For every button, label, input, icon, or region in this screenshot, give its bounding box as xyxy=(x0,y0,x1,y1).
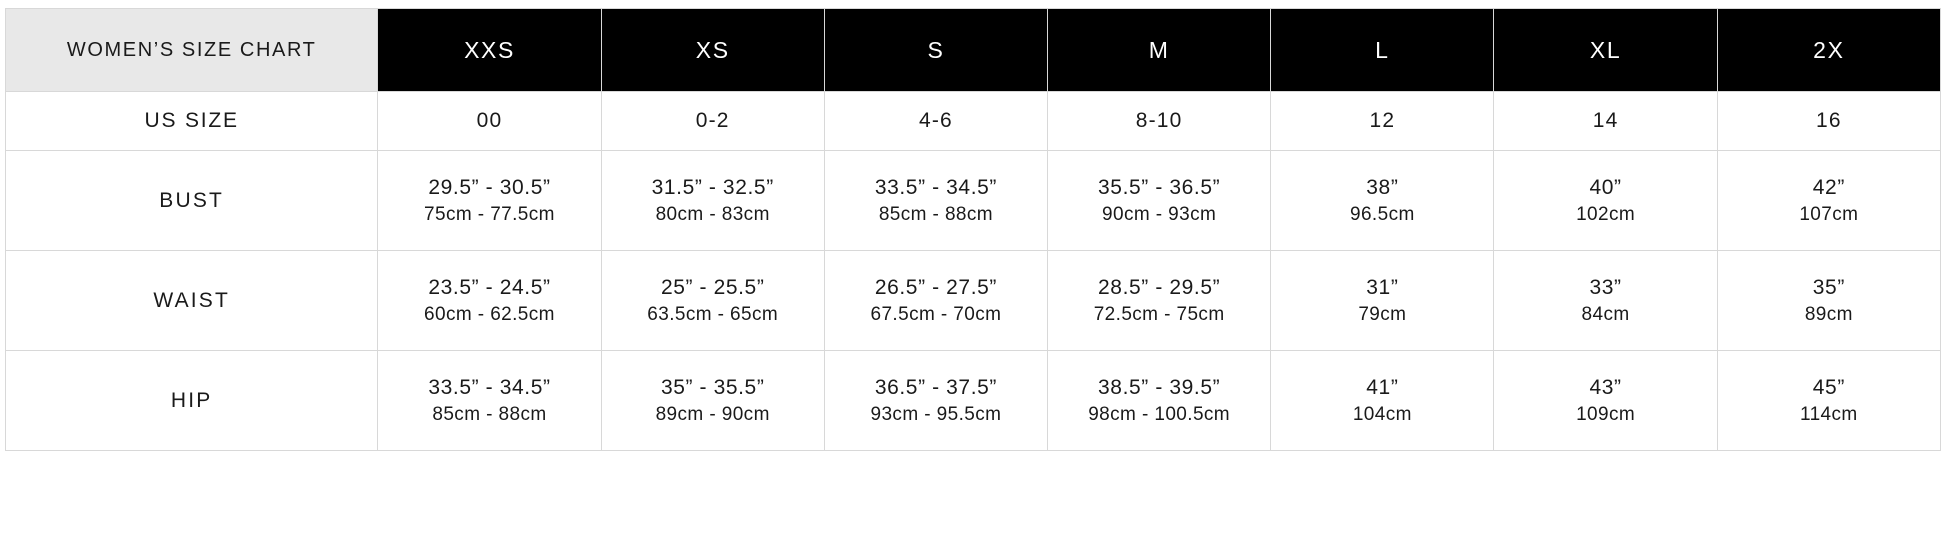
cell-us-size-xl: 14 xyxy=(1494,92,1717,151)
waist-xs-cm: 63.5cm - 65cm xyxy=(647,303,779,325)
bust-xs-inches: 31.5” - 32.5” xyxy=(651,176,774,200)
cell-hip-s xyxy=(824,351,1047,451)
cell-hip-2x xyxy=(1717,351,1940,451)
chart-title: WOMEN’S SIZE CHART xyxy=(6,9,378,92)
waist-xxs-cm: 60cm - 62.5cm xyxy=(424,303,555,325)
cell-hip-xs xyxy=(601,351,824,451)
cell-us-size-m: 8-10 xyxy=(1048,92,1271,151)
cell-bust-m xyxy=(1048,151,1271,251)
waist-s-inches: 26.5” - 27.5” xyxy=(874,276,998,300)
table-header-row xyxy=(6,9,1941,92)
size-column-header-xl: XL xyxy=(1494,9,1717,92)
hip-xs-cm: 89cm - 90cm xyxy=(655,403,770,425)
cell-hip-xl xyxy=(1494,351,1717,451)
bust-l-cm: 96.5cm xyxy=(1350,203,1415,225)
bust-xl-inches: 40” xyxy=(1589,176,1622,200)
bust-xs-cm: 80cm - 83cm xyxy=(655,203,770,225)
bust-s-cm: 85cm - 88cm xyxy=(878,203,994,225)
hip-s-inches: 36.5” - 37.5” xyxy=(874,376,998,400)
table-row-waist xyxy=(6,251,1941,351)
bust-2x-cm: 107cm xyxy=(1799,203,1859,225)
cell-waist-xs xyxy=(601,251,824,351)
size-column-header-2x: 2X xyxy=(1717,9,1940,92)
hip-xs-inches: 35” - 35.5” xyxy=(660,376,765,400)
size-column-header-xxs: XXS xyxy=(378,9,601,92)
size-column-header-xs: XS xyxy=(601,9,824,92)
waist-xs-inches: 25” - 25.5” xyxy=(660,276,765,300)
womens-size-chart-table xyxy=(5,8,1941,451)
waist-l-cm: 79cm xyxy=(1358,303,1407,325)
cell-hip-l xyxy=(1271,351,1494,451)
size-column-header-l: L xyxy=(1271,9,1494,92)
waist-s-cm: 67.5cm - 70cm xyxy=(870,303,1002,325)
bust-m-cm: 90cm - 93cm xyxy=(1102,203,1217,225)
bust-xxs-cm: 75cm - 77.5cm xyxy=(424,203,555,225)
waist-xxs-inches: 23.5” - 24.5” xyxy=(428,276,551,300)
row-label-us-size: US SIZE xyxy=(6,92,378,151)
cell-us-size-l: 12 xyxy=(1271,92,1494,151)
cell-bust-2x xyxy=(1717,151,1940,251)
cell-waist-xl xyxy=(1494,251,1717,351)
waist-xl-inches: 33” xyxy=(1589,276,1622,300)
hip-2x-inches: 45” xyxy=(1812,376,1845,400)
cell-bust-xl xyxy=(1494,151,1717,251)
bust-s-inches: 33.5” - 34.5” xyxy=(874,176,998,200)
bust-2x-inches: 42” xyxy=(1812,176,1845,200)
bust-m-inches: 35.5” - 36.5” xyxy=(1098,176,1221,200)
size-column-header-s: S xyxy=(824,9,1047,92)
cell-waist-xxs xyxy=(378,251,601,351)
hip-xl-inches: 43” xyxy=(1589,376,1622,400)
cell-us-size-xxs: 00 xyxy=(378,92,601,151)
table-row-us-size xyxy=(6,92,1941,151)
cell-us-size-2x: 16 xyxy=(1717,92,1940,151)
cell-hip-xxs xyxy=(378,351,601,451)
size-column-header-m: M xyxy=(1048,9,1271,92)
cell-waist-m xyxy=(1048,251,1271,351)
cell-waist-2x xyxy=(1717,251,1940,351)
table-row-hip xyxy=(6,351,1941,451)
cell-bust-l xyxy=(1271,151,1494,251)
hip-m-inches: 38.5” - 39.5” xyxy=(1098,376,1221,400)
cell-waist-l xyxy=(1271,251,1494,351)
cell-waist-s xyxy=(824,251,1047,351)
waist-xl-cm: 84cm xyxy=(1581,303,1630,325)
hip-xxs-inches: 33.5” - 34.5” xyxy=(428,376,551,400)
row-label-waist: WAIST xyxy=(6,251,378,351)
waist-2x-inches: 35” xyxy=(1812,276,1845,300)
cell-us-size-xs: 0-2 xyxy=(601,92,824,151)
hip-xxs-cm: 85cm - 88cm xyxy=(432,403,547,425)
waist-m-cm: 72.5cm - 75cm xyxy=(1093,303,1225,325)
cell-us-size-s: 4-6 xyxy=(824,92,1047,151)
hip-l-inches: 41” xyxy=(1366,376,1399,400)
hip-xl-cm: 109cm xyxy=(1576,403,1636,425)
hip-2x-cm: 114cm xyxy=(1800,403,1858,425)
cell-hip-m xyxy=(1048,351,1271,451)
cell-bust-s xyxy=(824,151,1047,251)
row-label-bust: BUST xyxy=(6,151,378,251)
bust-xl-cm: 102cm xyxy=(1576,203,1636,225)
bust-l-inches: 38” xyxy=(1366,176,1399,200)
waist-2x-cm: 89cm xyxy=(1804,303,1853,325)
hip-l-cm: 104cm xyxy=(1352,403,1412,425)
waist-m-inches: 28.5” - 29.5” xyxy=(1098,276,1221,300)
row-label-hip: HIP xyxy=(6,351,378,451)
cell-bust-xxs xyxy=(378,151,601,251)
hip-m-cm: 98cm - 100.5cm xyxy=(1088,403,1231,425)
waist-l-inches: 31” xyxy=(1366,276,1399,300)
cell-bust-xs xyxy=(601,151,824,251)
hip-s-cm: 93cm - 95.5cm xyxy=(870,403,1002,425)
bust-xxs-inches: 29.5” - 30.5” xyxy=(428,176,551,200)
table-row-bust xyxy=(6,151,1941,251)
